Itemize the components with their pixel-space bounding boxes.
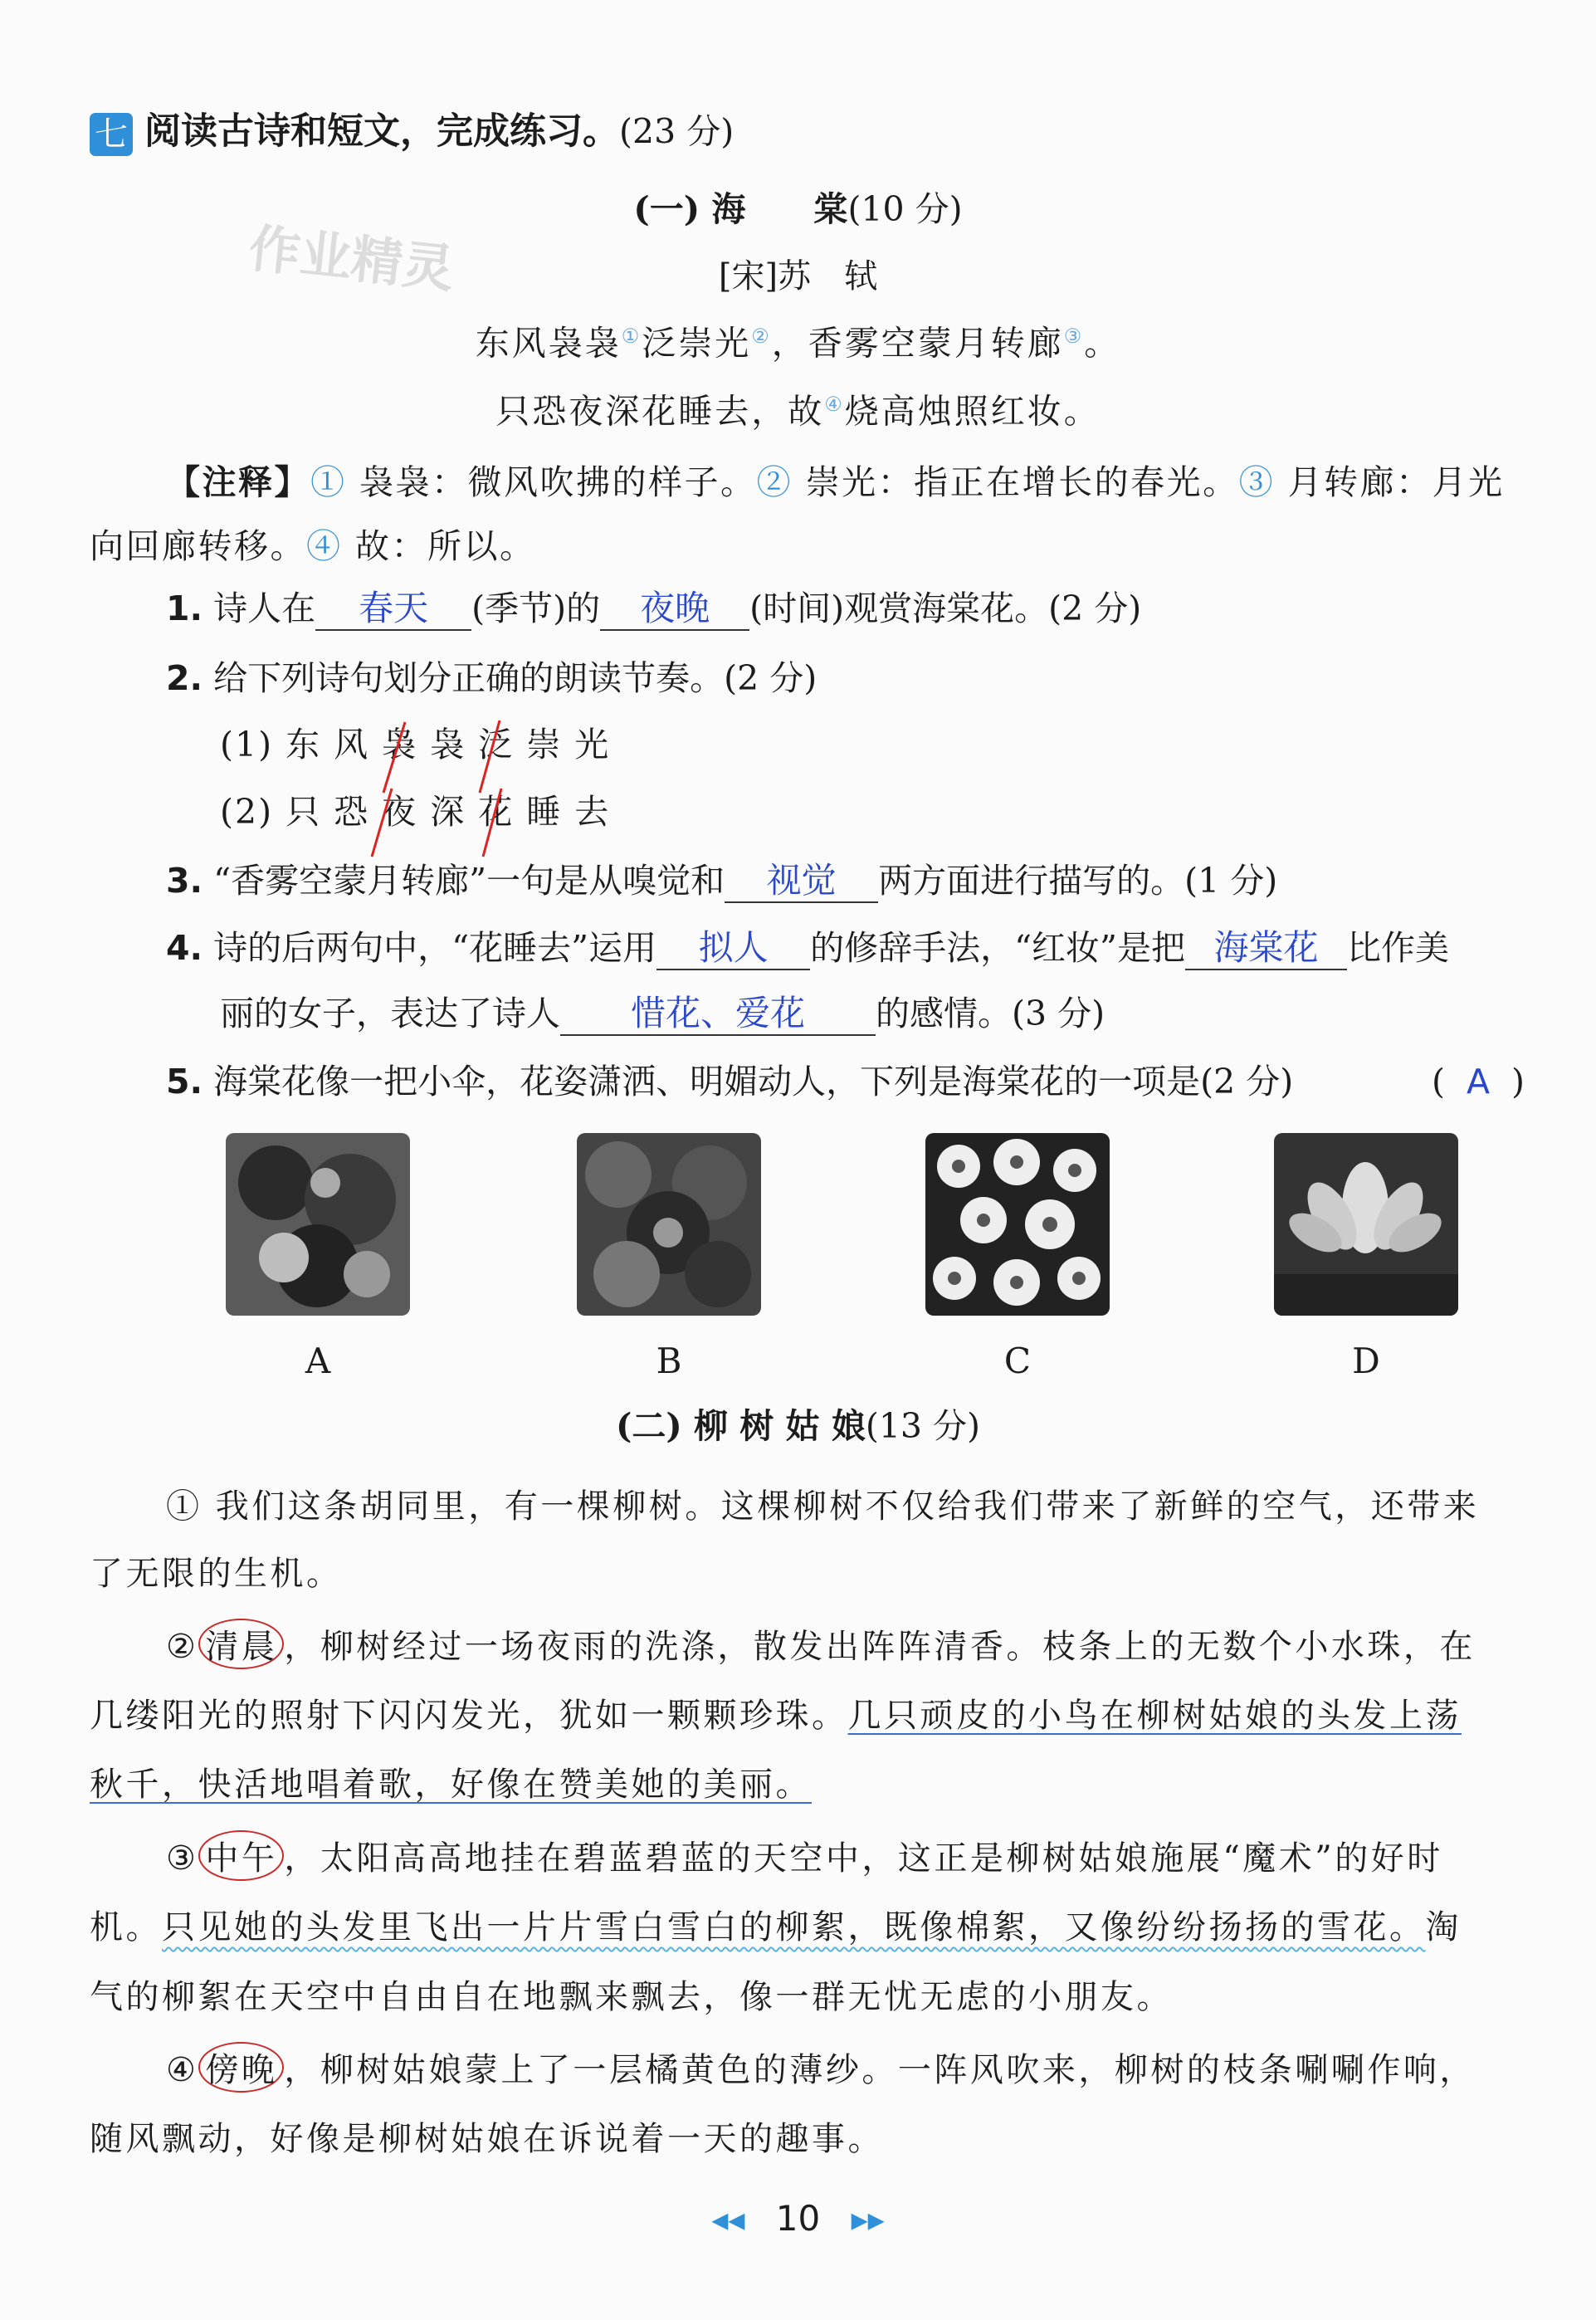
section-title: 阅读古诗和短文，完成练习。 — [144, 110, 619, 153]
poem-author: [宋]苏 轼 — [718, 257, 878, 295]
notes-line-1: 【注释】① 袅袅：微风吹拂的样子。② 崇光：指正在增长的春光。③ 月转廊：月光 — [166, 462, 1505, 502]
story-p2-line2: 几缕阳光的照射下闪闪发光，犹如一颗颗珍珠。几只顽皮的小鸟在柳树姑娘的头发上荡 — [90, 1697, 1462, 1735]
question-3: 3. “香雾空蒙月转廊”一句是从嗅觉和 视觉 两方面进行描写的。(1 分) — [166, 863, 1277, 903]
option-label-b: B — [656, 1341, 682, 1381]
poem-line-2: 只恐夜深花睡去，故④烧高烛照红妆。 — [495, 391, 1101, 432]
photo-option-c — [925, 1133, 1110, 1316]
story-p4-line1: ④ 傍晚 ，柳树姑娘蒙上了一层橘黄色的薄纱。一阵风吹来，柳树的枝条唰唰作响， — [166, 2042, 1476, 2093]
rhythm-mark-2 — [480, 720, 500, 793]
rhythm-marks — [0, 0, 1596, 913]
photo-option-b — [577, 1133, 761, 1316]
story-p1-line2: 了无限的生机。 — [90, 1555, 343, 1593]
story-heading: (二) 柳 树 姑 娘(13 分) — [615, 1406, 981, 1446]
story-p2-line1: ② 清晨 ，柳树经过一场夜雨的洗涤，散发出阵阵清香。枝条上的无数个小水珠，在 — [166, 1619, 1476, 1669]
answer-3: 视觉 — [725, 863, 878, 903]
answer-4a: 拟人 — [656, 930, 810, 970]
story-p4-line2: 随风飘动，好像是柳树姑娘在诉说着一天的趣事。 — [90, 2120, 884, 2158]
answer-5: A — [1466, 1062, 1491, 1101]
poem-heading: (一) 海 棠(10 分) — [633, 189, 963, 229]
question-1: 1. 诗人在 春天 (季节)的 夜晚 (时间)观赏海棠花。(2 分) — [166, 591, 1141, 631]
answer-1b: 夜晚 — [600, 591, 749, 631]
story-p3-line3: 气的柳絮在天空中自由自在地飘来飘去，像一群无忧无虑的小朋友。 — [90, 1978, 1173, 2016]
circled-word-noon: 中午 — [198, 1830, 284, 1881]
page-number: 10 — [775, 2198, 821, 2239]
rhythm-sentence-1: (1) 东 风 袅 袅 泛 崇 光 — [220, 725, 611, 764]
answer-4b: 海棠花 — [1185, 930, 1347, 970]
option-label-c: C — [1003, 1341, 1032, 1381]
question-4-line-1: 4. 诗的后两句中，“花睡去”运用 拟人 的修辞手法，“红妆”是把 海棠花 比作美 — [166, 930, 1449, 970]
rhythm-mark-1 — [383, 722, 405, 793]
prev-arrows-icon: ◀◀ — [711, 2208, 745, 2234]
question-4-line-2: 丽的女子，表达了诗人 惜花、爱花 的感情。(3 分) — [220, 996, 1105, 1036]
page-footer — [0, 2198, 1596, 2239]
story-p3-line1: ③ 中午 ，太阳高高地挂在碧蓝碧蓝的天空中，这正是柳树姑娘施展“魔术”的好时 — [166, 1830, 1443, 1881]
question-5: 5. 海棠花像一把小伞，花姿潇洒、明媚动人，下列是海棠花的一项是(2 分) — [166, 1062, 1294, 1101]
option-label-a: A — [305, 1341, 331, 1381]
photo-option-d — [1274, 1133, 1458, 1316]
photo-option-a — [226, 1133, 410, 1316]
underlined-sentence: 几只顽皮的小鸟在柳树姑娘的头发上荡 — [847, 1697, 1462, 1735]
rhythm-mark-3 — [372, 789, 392, 857]
watermark-text: 作业精灵 — [246, 217, 457, 300]
answer-1a: 春天 — [315, 591, 471, 631]
story-p1-line1: ① 我们这条胡同里，有一棵柳树。这棵柳树不仅给我们带来了新鲜的空气，还带来 — [166, 1487, 1480, 1526]
story-p3-line2: 机。只见她的头发里飞出一片片雪白雪白的柳絮，既像棉絮，又像纷纷扬扬的雪花。淘 — [90, 1908, 1462, 1946]
circled-word-morning: 清晨 — [198, 1619, 284, 1669]
question-2: 2. 给下列诗句划分正确的朗读节奏。(2 分) — [166, 658, 818, 698]
wavy-underlined-sentence: 只见她的头发里飞出一片片雪白雪白的柳絮，既像棉絮，又像纷纷扬扬的雪花。 — [162, 1908, 1426, 1946]
story-p2-line3: 秋千，快活地唱着歌，好像在赞美她的美丽。 — [90, 1766, 812, 1804]
section-score: (23 分) — [619, 111, 735, 152]
notes-line-2: 向回廊转移。④ 故：所以。 — [90, 526, 536, 566]
answer-4c: 惜花、爱花 — [560, 996, 876, 1036]
next-arrows-icon: ▶▶ — [851, 2208, 885, 2234]
poem-line-1: 东风袅袅①泛崇光②，香雾空蒙月转廊③。 — [475, 323, 1121, 364]
option-label-d: D — [1352, 1341, 1380, 1381]
circled-word-evening: 傍晚 — [198, 2042, 284, 2093]
answer-5-bracket: ( A ) — [1432, 1062, 1525, 1101]
section-badge: 七 — [90, 113, 133, 156]
rhythm-sentence-2: (2) 只 恐 夜 深 花 睡 去 — [220, 792, 611, 832]
rhythm-mark-4 — [483, 789, 501, 857]
